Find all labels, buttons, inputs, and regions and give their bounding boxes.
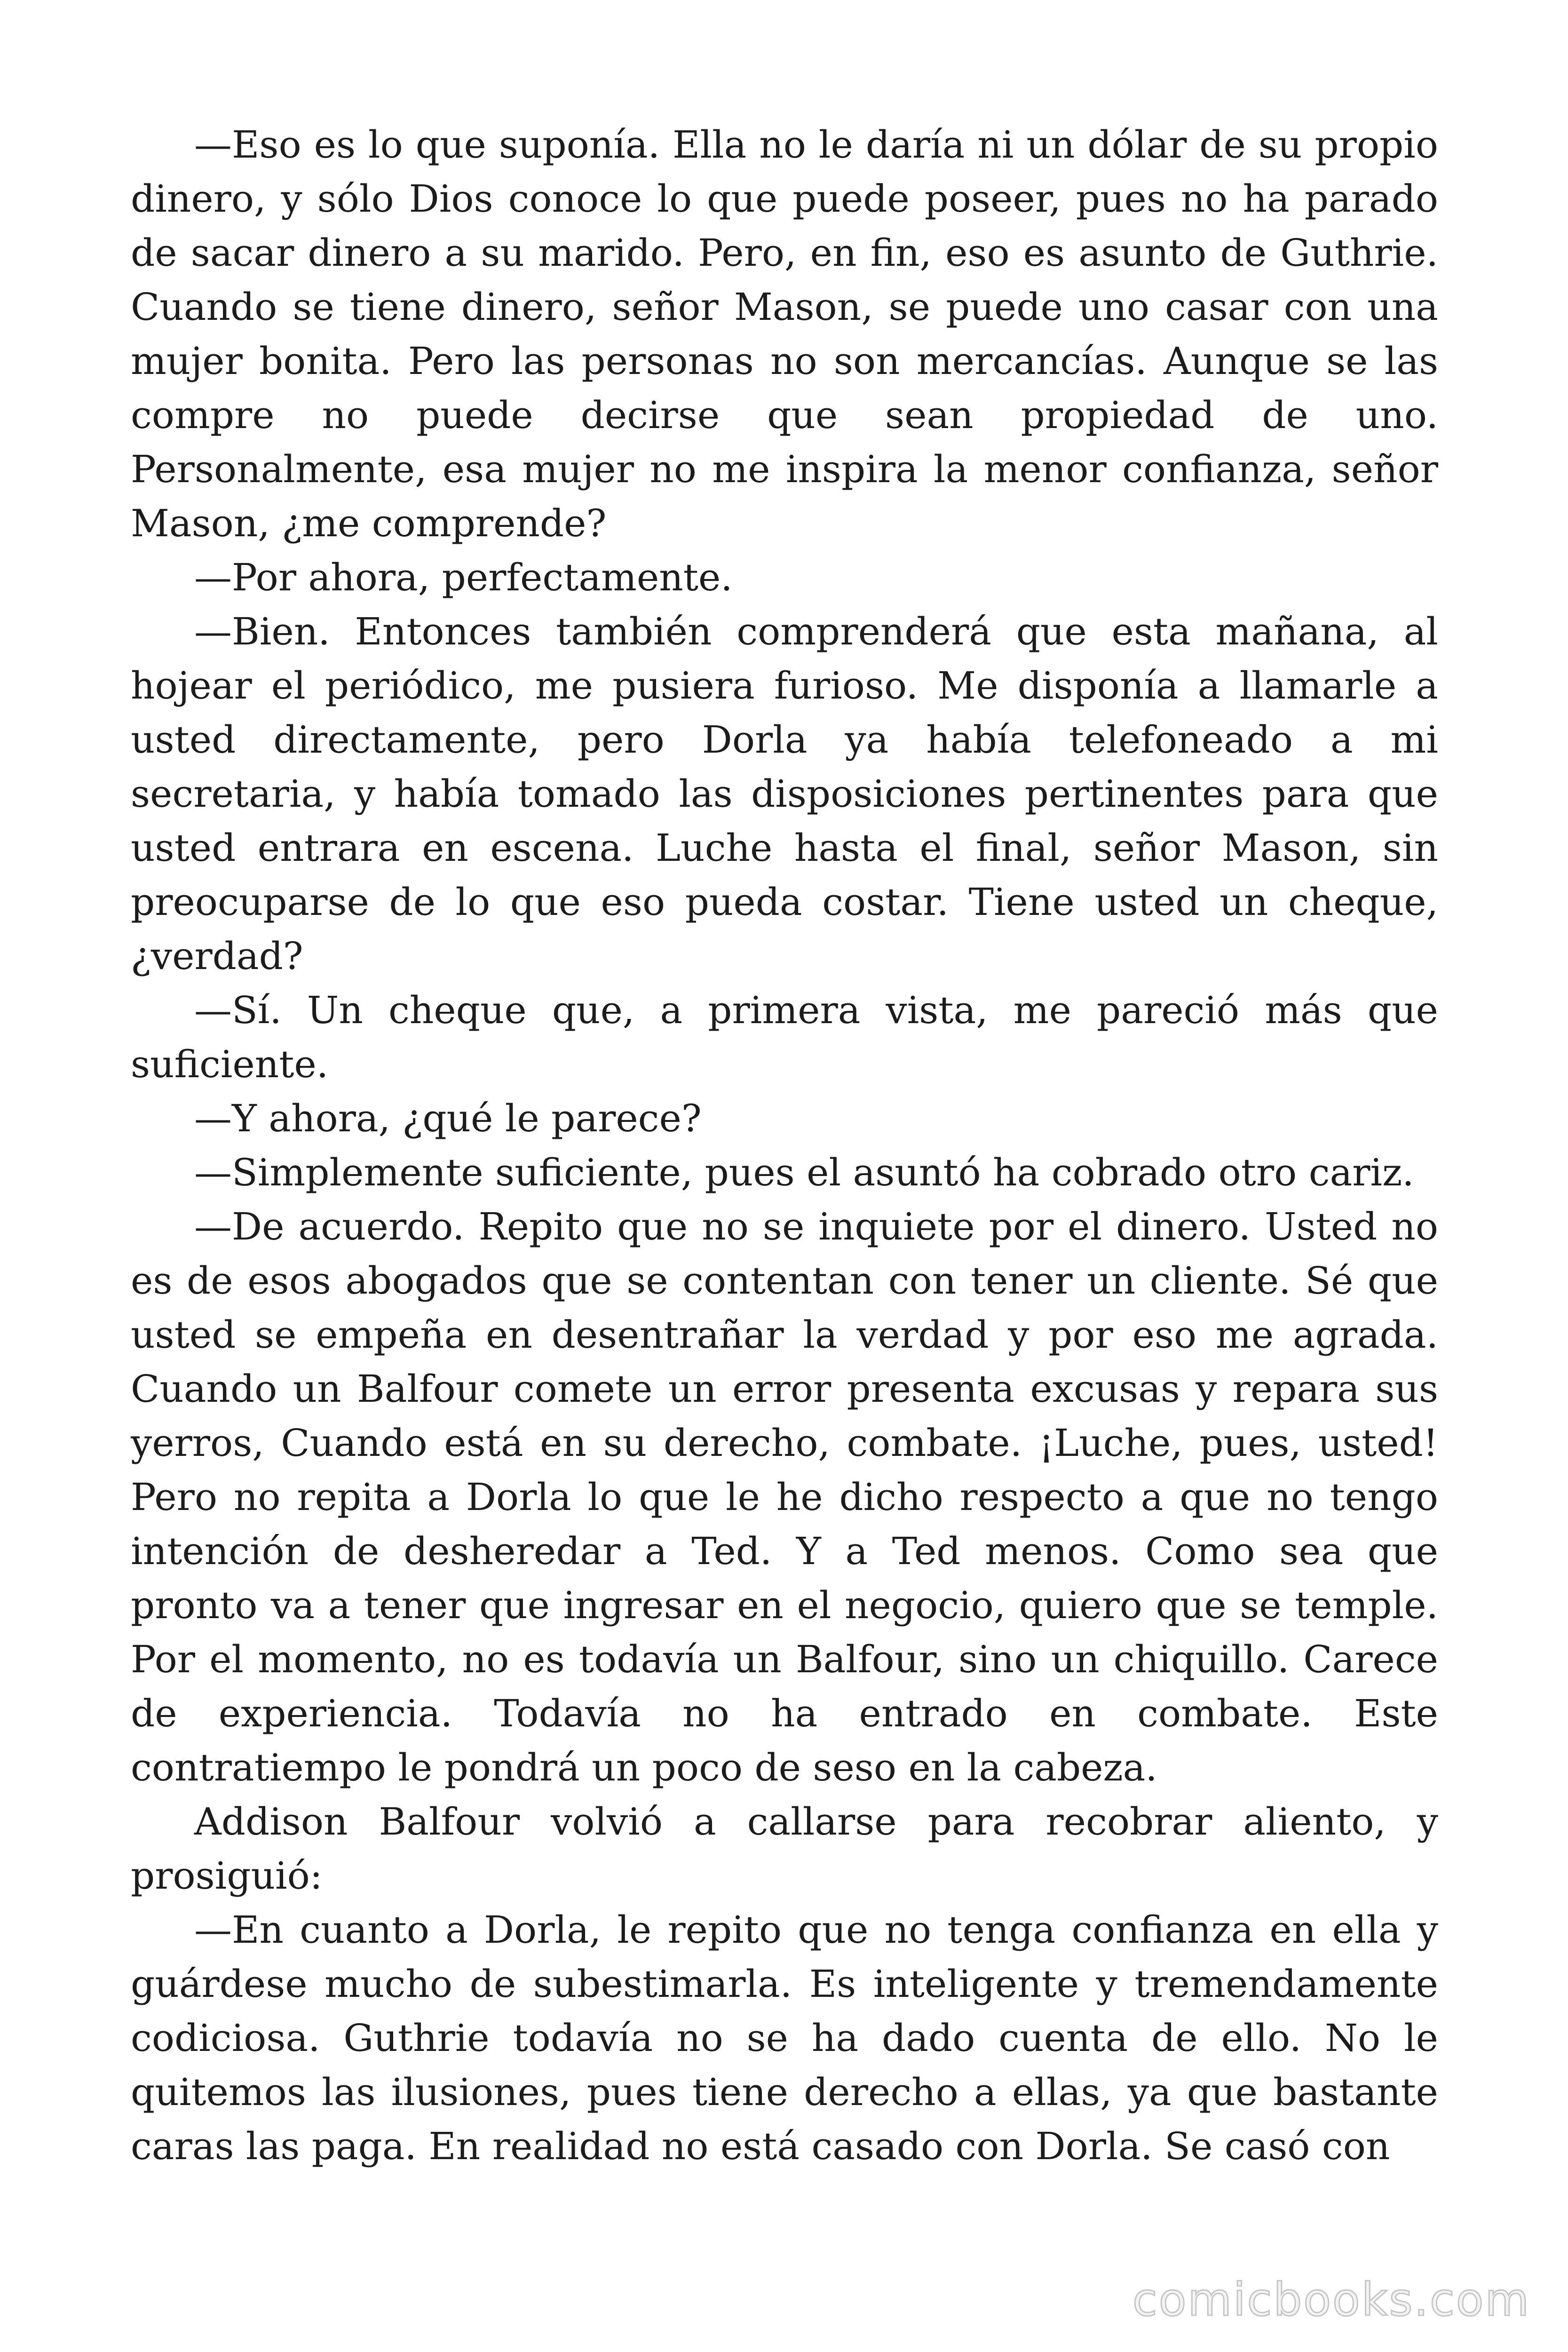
paragraph: —Eso es lo que suponía. Ella no le daría ni un dólar de su propio dinero, y sólo Dios conoce lo que puede poseer, pues no ha parado de sacar dinero a su marido. Pero, en fin, eso es asunto de Guthrie. Cuando se tiene dinero, señor Mason, se puede uno casar con una mujer bonita. Pero las personas no son mercancías. Aunque se las compre no puede decirse que sean propiedad de uno. Personalmente, esa mujer no me inspira la menor confianza, señor Mason, ¿me comprende? bbox=[131, 123, 1438, 545]
paragraph: Addison Balfour volvió a callarse para recobrar aliento, y prosiguió: bbox=[131, 1800, 1438, 1898]
paragraph: —Bien. Entonces también comprenderá que esta mañana, al hojear el periódico, me pusiera furioso. Me disponía a llamarle a usted directamente, pero Dorla ya había telefoneado a mi secretaria, y había tomado las disposiciones pertinentes para que usted entrara en escena. Luche hasta el final, señor Mason, sin preocuparse de lo que eso pueda costar. Tiene usted un cheque, ¿verdad? bbox=[131, 610, 1438, 978]
paragraph: —Por ahora, perfectamente. bbox=[194, 556, 733, 599]
paragraph: —De acuerdo. Repito que no se inquiete por el dinero. Usted no es de esos abogados que se contentan con tener un cliente. Sé que usted se empeña en desentrañar la verdad y por eso me agrada. Cuando un Balfour comete un error presenta excusas y repara sus yerros, Cuando está en su derecho, combate. ¡Luche, pues, usted! Pero no repita a Dorla lo que le he dicho respecto a que no tengo intención de desheredar a Ted. Y a Ted menos. Como sea que pronto va a tener que ingresar en el negocio, quiero que se temple. Por el momento, no es todavía un Balfour, sino un chiquillo. Carece de experiencia. Todavía no ha entrado en combate. Este contratiempo le pondrá un poco de seso en la cabeza. bbox=[131, 1205, 1438, 1789]
paragraph: —Simplemente suficiente, pues el asuntó ha cobrado otro cariz. bbox=[194, 1151, 1414, 1194]
book-page-text bbox=[131, 118, 1438, 2173]
paragraph: —Sí. Un cheque que, a primera vista, me pareció más que suficiente. bbox=[131, 988, 1438, 1086]
paragraph: —En cuanto a Dorla, le repito que no tenga confianza en ella y guárdese mucho de subestimarla. Es inteligente y tremendamente codiciosa. Guthrie todavía no se ha dado cuenta de ello. No le quitemos las ilusiones, pues tiene derecho a ellas, ya que bastante caras las paga. En realidad no está casado con Dorla. Se casó con bbox=[131, 1908, 1438, 2168]
paragraph: —Y ahora, ¿qué le parece? bbox=[194, 1097, 702, 1140]
watermark-text: comicbooks.com bbox=[1132, 2273, 1530, 2326]
